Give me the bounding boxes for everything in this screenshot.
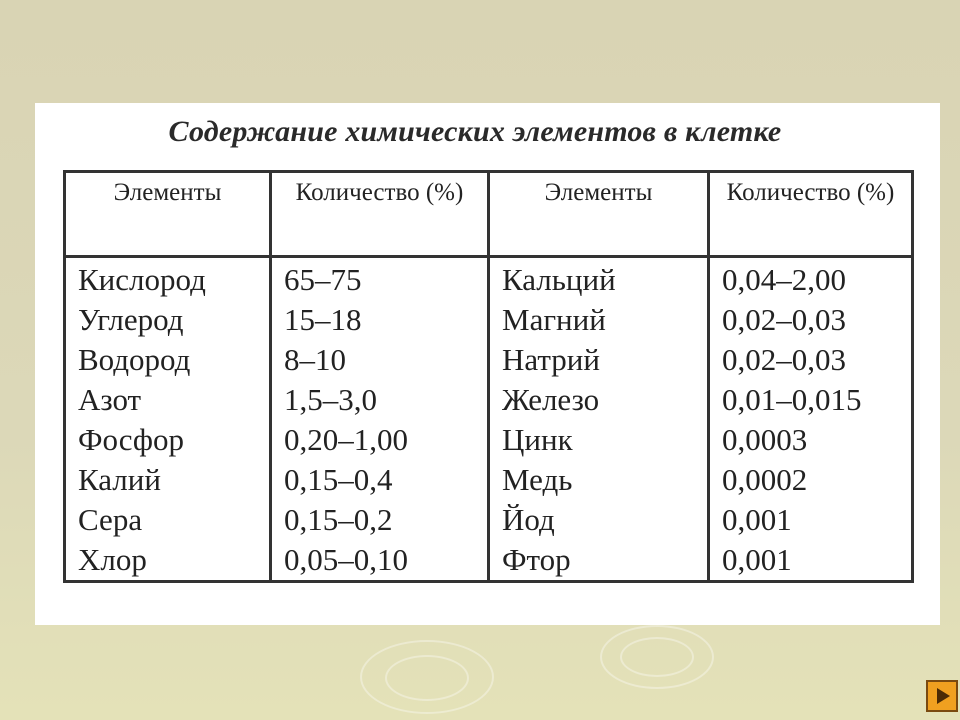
header-elements: Элементы [65, 172, 271, 257]
element-amount: 65–75 [271, 257, 489, 301]
element-amount: 0,04–2,00 [709, 257, 913, 301]
element-name: Калий [65, 460, 271, 500]
table-row [65, 500, 913, 540]
element-name: Кислород [65, 257, 271, 301]
element-name: Углерод [65, 300, 271, 340]
ripple-decoration [385, 655, 469, 701]
element-name: Сера [65, 500, 271, 540]
table-row [65, 257, 913, 301]
element-amount: 0,02–0,03 [709, 340, 913, 380]
element-name: Хлор [65, 540, 271, 582]
element-amount: 0,05–0,10 [271, 540, 489, 582]
element-amount: 0,20–1,00 [271, 420, 489, 460]
table-row [65, 420, 913, 460]
table-row [65, 460, 913, 500]
header-elements: Элементы [489, 172, 709, 257]
element-name: Йод [489, 500, 709, 540]
element-amount: 0,01–0,015 [709, 380, 913, 420]
element-amount: 1,5–3,0 [271, 380, 489, 420]
header-amount: Количество (%) [709, 172, 913, 257]
table-row [65, 540, 913, 582]
element-name: Железо [489, 380, 709, 420]
table-row [65, 380, 913, 420]
element-name: Фтор [489, 540, 709, 582]
ripple-decoration [620, 637, 694, 677]
table-row [65, 300, 913, 340]
table-row [65, 340, 913, 380]
element-name: Цинк [489, 420, 709, 460]
element-name: Магний [489, 300, 709, 340]
scanned-table-image [35, 103, 940, 625]
element-amount: 0,0003 [709, 420, 913, 460]
element-name: Натрий [489, 340, 709, 380]
element-amount: 15–18 [271, 300, 489, 340]
element-amount: 0,15–0,2 [271, 500, 489, 540]
element-amount: 8–10 [271, 340, 489, 380]
table-title: Содержание химических элементов в клетке [168, 115, 782, 148]
element-name: Водород [65, 340, 271, 380]
next-slide-icon [937, 688, 950, 704]
element-amount: 0,15–0,4 [271, 460, 489, 500]
element-name: Кальций [489, 257, 709, 301]
next-slide-button[interactable] [926, 680, 958, 712]
element-name: Фосфор [65, 420, 271, 460]
element-amount: 0,02–0,03 [709, 300, 913, 340]
element-amount: 0,0002 [709, 460, 913, 500]
element-amount: 0,001 [709, 500, 913, 540]
element-name: Азот [65, 380, 271, 420]
element-name: Медь [489, 460, 709, 500]
element-amount: 0,001 [709, 540, 913, 582]
table-header-row [65, 172, 913, 257]
header-amount: Количество (%) [271, 172, 489, 257]
elements-table [63, 170, 914, 583]
